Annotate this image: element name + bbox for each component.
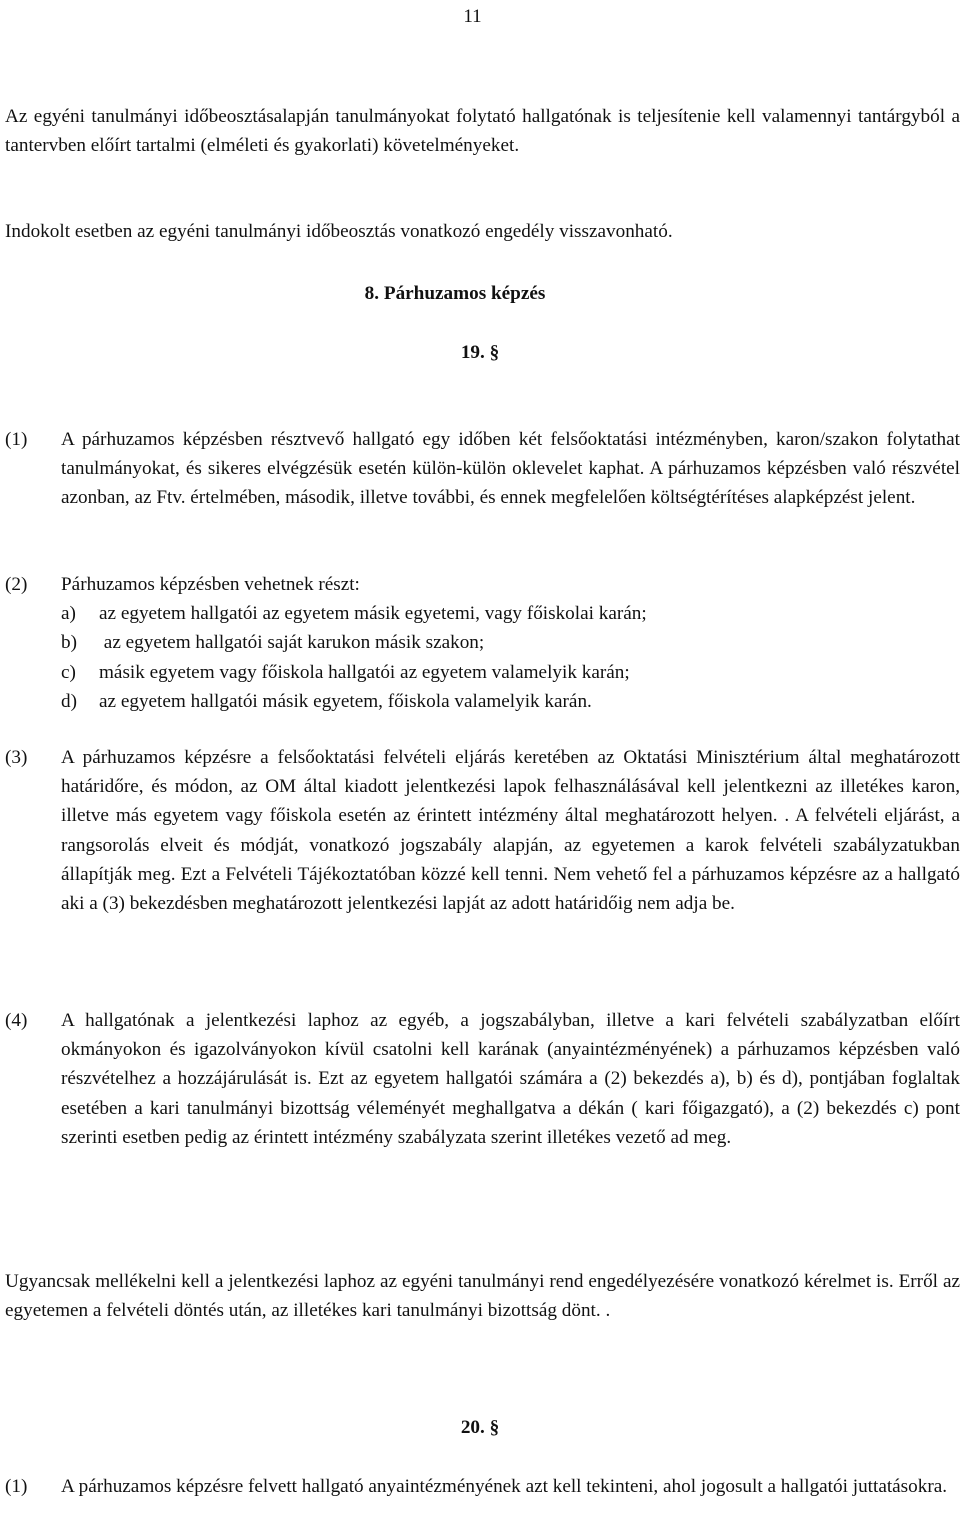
list-letter: b)	[61, 632, 77, 654]
closing-paragraph: Ugyancsak mellékelni kell a jelentkezési laphoz az egyéni tanulmányi rend engedélyezésére vonatkozó kérelmet is. Erről az egyetemen a felvételi döntés után, az illetékes kari tanulmányi bizottság dönt. .	[5, 1271, 960, 1322]
list-item	[61, 628, 960, 657]
section-title: 8. Párhuzamos képzés	[364, 283, 546, 304]
paragraph-text: A párhuzamos képzésre felvett hallgató anyaintézményének azt kell tekinteni, ahol jogosult a hallgatói juttatásokra.	[61, 1476, 948, 1497]
paragraph-number: (2)	[5, 574, 28, 595]
list-text: másik egyetem vagy főiskola hallgatói az egyetem valamelyik karán;	[99, 661, 630, 683]
intro-paragraph: Az egyéni tanulmányi időbeosztásalapján tanulmányokat folytató hallgatónak is teljesítenie kell valamennyi tantárgyból a tantervben előírt tartalmi (elméleti és gyakorlati) követelményeket.	[5, 106, 960, 157]
page-number: 11	[463, 6, 482, 27]
paragraph-number: (1)	[5, 1476, 28, 1497]
paragraph-text: A párhuzamos képzésre a felsőoktatási felvételi eljárás keretében az Oktatási Minisztérium által meghatározott határidőre, és módon, az OM által kiadott jelentkezési lapok felhasználásával kell jelentkezni az illetékes karon, illetve más egyetem vagy főiskola esetén az érintett intézmény által meghatározott helyen. . A felvételi eljárást, a rangsorolás elveit és módját, vonatkozó jogszabály alapján, az egyetemen a karok felvételi szabályzatukban állapítják meg. Ezt a Felvételi Tájékoztatóban közzé kell tenni. Nem vehető fel a párhuzamos képzésre az a hallgató aki a (3) bekezdésben meghatározott jelentkezési lapját az adott határidőig nem adja be.	[61, 747, 960, 915]
paragraph-1	[5, 1472, 960, 1501]
list-item	[61, 599, 960, 628]
article-title: 19. §	[460, 342, 500, 363]
article-title: 20. §	[460, 1417, 500, 1438]
paragraph-2	[5, 570, 960, 716]
intro-paragraph-2: Indokolt esetben az egyéni tanulmányi időbeosztás vonatkozó engedély visszavonható.	[5, 221, 673, 242]
list-text: az egyetem hallgatói az egyetem másik egyetemi, vagy főiskolai karán;	[99, 603, 647, 625]
paragraph-number: (3)	[5, 747, 28, 768]
paragraph-3	[5, 743, 960, 918]
paragraph-text: Párhuzamos képzésben vehetnek részt:	[61, 574, 360, 595]
list-text: az egyetem hallgatói saját karukon másik szakon;	[99, 632, 485, 654]
paragraph-text: A hallgatónak a jelentkezési laphoz az egyéb, a jogszabályban, illetve a kari felvételi szabályzatban előírt okmányokon és igazolványokon kívül csatolni kell karának (anyaintézményének) a párhuzamos képzésben való részvételhez a hozzájárulását is. Ezt az egyetem hallgatói számára a (2) bekezdés a), b) és d), pontjában foglaltak esetében a kari tanulmányi bizottság véleményét meghallgatva a dékán ( kari főigazgató), a (2) bekezdés c) pont szerinti esetben pedig az érintett intézmény szabályzata szerint illetékes vezető ad meg.	[61, 1010, 960, 1148]
paragraph-number: (1)	[5, 429, 28, 450]
list-letter: a)	[61, 603, 76, 625]
paragraph-text: A párhuzamos képzésben résztvevő hallgató egy időben két felsőoktatási intézményben, karon/szakon folytathat tanulmányokat, és sikeres elvégzésük esetén külön-külön oklevelet kaphat. A párhuzamos képzésben való részvétel azonban, az Ftv. értelmében, második, illetve további, és ennek megfelelően költségtérítéses alapképzést jelent.	[61, 429, 960, 509]
paragraph-4	[5, 1006, 960, 1152]
list-text: az egyetem hallgatói másik egyetem, főiskola valamelyik karán.	[99, 690, 592, 712]
list-item	[61, 687, 960, 716]
list-letter: d)	[61, 690, 77, 712]
paragraph-number: (4)	[5, 1010, 28, 1031]
paragraph-1	[5, 425, 960, 513]
list-letter: c)	[61, 661, 76, 683]
list-item	[61, 658, 960, 687]
